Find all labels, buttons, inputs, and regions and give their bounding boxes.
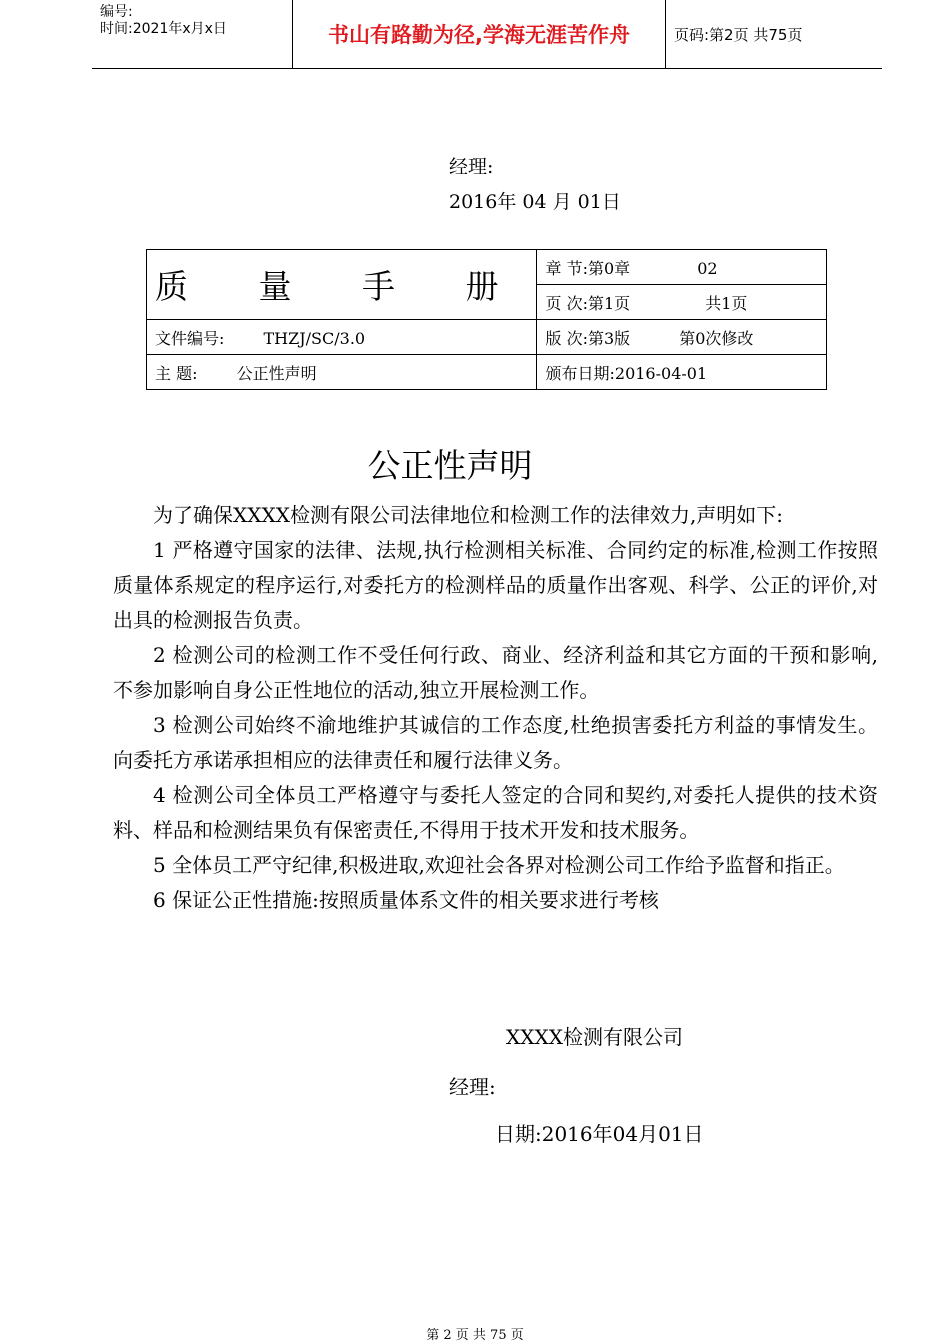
paragraph-intro: 为了确保XXXX检测有限公司法律地位和检测工作的法律效力,声明如下: bbox=[153, 503, 784, 527]
doc-no-value: THZJ/SC/3.0 bbox=[263, 328, 366, 348]
edition-cell bbox=[537, 320, 827, 355]
paragraph-3: 3 检测公司始终不渝地维护其诚信的工作态度,杜绝损害委托方利益的事情发生。向委托方承诺承担相应的法律责任和履行法律义务。 bbox=[113, 713, 878, 772]
chapter-value: 第0章 bbox=[587, 258, 631, 278]
edition-label: 版 次: bbox=[545, 328, 588, 348]
page-label: 页 次: bbox=[545, 293, 588, 313]
chapter-label: 章 节: bbox=[545, 258, 588, 278]
header-meta bbox=[100, 4, 292, 68]
revision: 第0次修改 bbox=[679, 328, 754, 348]
paragraph-4: 4 检测公司全体员工严格遵守与委托人签定的合同和契约,对委托人提供的技术资料、样品和检测结果负有保密责任,不得用于技术开发和技术服务。 bbox=[113, 783, 878, 842]
document-title: 公正性声明 bbox=[367, 446, 533, 485]
subject-value: 公正性声明 bbox=[236, 363, 317, 383]
paragraph-5: 5 全体员工严守纪律,积极进取,欢迎社会各界对检测公司工作给予监督和指正。 bbox=[153, 853, 845, 877]
signature-company: XXXX检测有限公司 bbox=[506, 1025, 683, 1049]
paragraph-6: 6 保证公正性措施:按照质量体系文件的相关要求进行考核 bbox=[153, 888, 659, 912]
signature-date: 日期:2016年04月01日 bbox=[495, 1122, 704, 1146]
signature-manager: 经理: bbox=[449, 1075, 496, 1099]
doc-no-cell bbox=[147, 320, 537, 355]
issue-date-cell bbox=[537, 355, 827, 390]
page-cell bbox=[537, 285, 827, 320]
header-motto: 书山有路勤为径,学海无涯苦作舟 bbox=[292, 0, 666, 68]
time-label: 时间:2021年x月x日 bbox=[100, 21, 227, 37]
page-header bbox=[92, 0, 882, 69]
subject-cell bbox=[147, 355, 537, 390]
subject-label: 主 题: bbox=[155, 363, 198, 383]
issue-label: 颁布日期: bbox=[545, 363, 615, 383]
quality-manual-table bbox=[146, 249, 827, 390]
top-date: 2016年 04 月 01日 bbox=[449, 191, 621, 213]
paragraph-1: 1 严格遵守国家的法律、法规,执行检测相关标准、合同约定的标准,检测工作按照质量体系规定的程序运行,对委托方的检测样品的质量作出客观、科学、公正的评价,对出具的检测报告负责。 bbox=[113, 538, 878, 632]
paragraph-2: 2 检测公司的检测工作不受任何行政、商业、经济利益和其它方面的干预和影响,不参加影响自身公正性地位的活动,独立开展检测工作。 bbox=[113, 643, 878, 702]
chapter-num: 02 bbox=[697, 258, 718, 278]
statement-body bbox=[113, 498, 878, 918]
page-value: 第1页 bbox=[587, 293, 631, 313]
code-label: 编号: bbox=[100, 4, 133, 20]
issue-value: 2016-04-01 bbox=[614, 363, 708, 383]
chapter-cell bbox=[537, 250, 827, 285]
doc-no-label: 文件编号: bbox=[155, 328, 225, 348]
page-total: 共1页 bbox=[705, 293, 748, 313]
page-footer: 第 2 页 共 75 页 bbox=[426, 1328, 524, 1343]
edition-value: 第3版 bbox=[587, 328, 631, 348]
manual-title: 质 量 手 册 bbox=[147, 250, 537, 320]
header-page-info: 页码:第2页 共75页 bbox=[674, 26, 803, 44]
top-manager-label: 经理: bbox=[449, 156, 494, 178]
